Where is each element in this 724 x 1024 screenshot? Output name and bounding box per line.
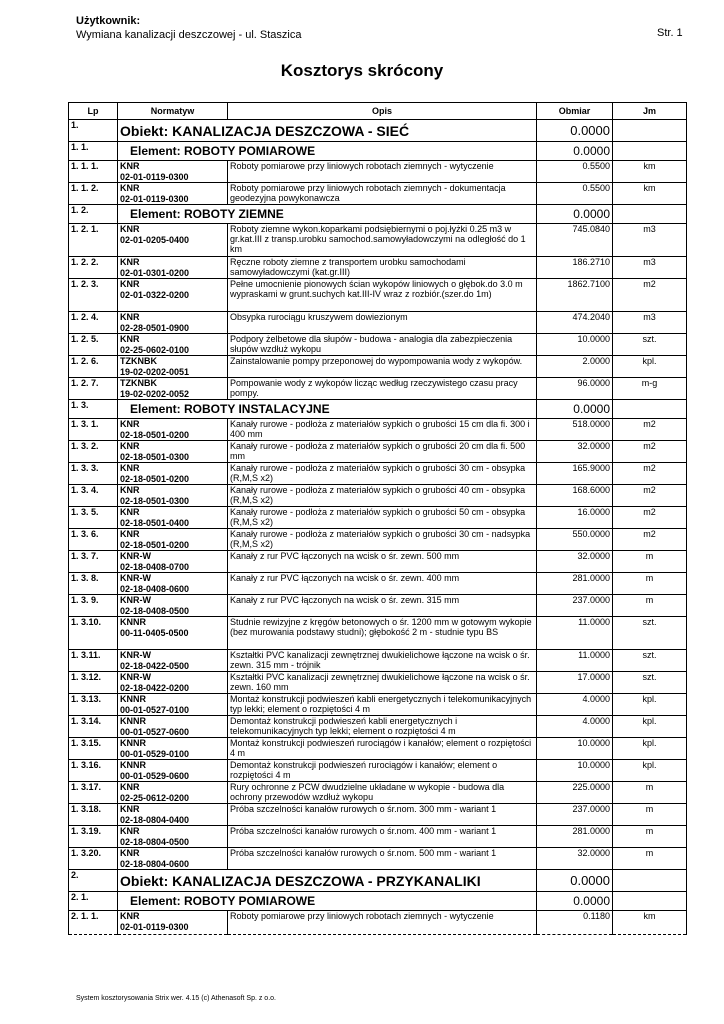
normatyw-code: 02-01-0205-0400 bbox=[120, 235, 190, 245]
row-normatyw bbox=[118, 911, 228, 935]
normatyw-code: 02-01-0322-0200 bbox=[120, 290, 190, 300]
row-normatyw bbox=[118, 224, 228, 257]
normatyw-catalog: TZKNBK bbox=[120, 356, 157, 366]
element-row bbox=[69, 142, 687, 161]
row-opis: Ręczne roboty ziemne z transportem urobku samochodami samowyładowczymi (kat.gr.III) bbox=[228, 257, 537, 279]
row-lp: 1. 3.11. bbox=[69, 650, 118, 672]
row-lp: 1. 3. 3. bbox=[69, 463, 118, 485]
table-row bbox=[69, 650, 687, 672]
row-jm: m3 bbox=[613, 224, 687, 257]
normatyw-catalog: KNR bbox=[120, 279, 140, 289]
row-opis: Montaż konstrukcji podwieszeń rurociągów i kanałów; element o rozpiętości 4 m bbox=[228, 738, 537, 760]
row-normatyw bbox=[118, 161, 228, 183]
row-opis: Roboty pomiarowe przy liniowych robotach ziemnych - dokumentacja geodezyjna powykonawcza bbox=[228, 183, 537, 205]
table-row bbox=[69, 312, 687, 334]
element-title: Element: ROBOTY POMIAROWE bbox=[118, 892, 537, 911]
normatyw-code: 02-28-0501-0900 bbox=[120, 323, 190, 333]
row-obmiar: 237.0000 bbox=[537, 804, 613, 826]
normatyw-code: 02-01-0119-0300 bbox=[120, 922, 189, 932]
row-jm: m bbox=[613, 804, 687, 826]
table-row bbox=[69, 224, 687, 257]
normatyw-catalog: KNR-W bbox=[120, 650, 151, 660]
row-jm: m bbox=[613, 573, 687, 595]
element-title: Element: ROBOTY POMIAROWE bbox=[118, 142, 537, 161]
row-lp: 1. 3. 2. bbox=[69, 441, 118, 463]
row-lp: 1. 1. 2. bbox=[69, 183, 118, 205]
row-obmiar: 186.2710 bbox=[537, 257, 613, 279]
row-lp: 1. 3.19. bbox=[69, 826, 118, 848]
normatyw-catalog: KNR bbox=[120, 312, 140, 322]
row-opis: Rury ochronne z PCW dwudzielne układane w wykopie - budowa dla ochrony przewodów wzdłuż wykopu bbox=[228, 782, 537, 804]
row-opis: Kanały z rur PVC łączonych na wcisk o śr. zewn. 315 mm bbox=[228, 595, 537, 617]
normatyw-code: 02-01-0119-0300 bbox=[120, 194, 189, 204]
table-row bbox=[69, 617, 687, 650]
normatyw-code: 00-01-0529-0100 bbox=[120, 749, 190, 759]
row-obmiar: 32.0000 bbox=[537, 441, 613, 463]
row-obmiar: 2.0000 bbox=[537, 356, 613, 378]
row-opis: Próba szczelności kanałów rurowych o śr.nom. 500 mm - wariant 1 bbox=[228, 848, 537, 870]
row-lp: 1. 3.20. bbox=[69, 848, 118, 870]
row-obmiar: 11.0000 bbox=[537, 650, 613, 672]
row-normatyw bbox=[118, 378, 228, 400]
row-lp: 1. 2. 5. bbox=[69, 334, 118, 356]
normatyw-code: 02-18-0408-0600 bbox=[120, 584, 190, 594]
table-header-row bbox=[69, 103, 687, 120]
row-normatyw bbox=[118, 573, 228, 595]
row-obmiar: 550.0000 bbox=[537, 529, 613, 551]
normatyw-code: 02-18-0501-0400 bbox=[120, 518, 190, 528]
normatyw-code: 02-18-0408-0500 bbox=[120, 606, 190, 616]
row-opis: Roboty ziemne wykon.koparkami podsiębiernymi o poj.łyżki 0.25 m3 w gr.kat.III z transp.urobku samochod.samowyładowczymi na odległość do 1 km bbox=[228, 224, 537, 257]
row-opis: Kanały rurowe - podłoża z materiałów sypkich o grubości 30 cm - nadsypka (R,M,S x2) bbox=[228, 529, 537, 551]
table-row bbox=[69, 672, 687, 694]
table-row bbox=[69, 826, 687, 848]
row-lp: 1. 3. 6. bbox=[69, 529, 118, 551]
table-row bbox=[69, 573, 687, 595]
row-obmiar: 518.0000 bbox=[537, 419, 613, 441]
normatyw-catalog: KNR-W bbox=[120, 573, 151, 583]
row-jm: kpl. bbox=[613, 694, 687, 716]
row-normatyw bbox=[118, 463, 228, 485]
row-jm: kpl. bbox=[613, 716, 687, 738]
row-obmiar: 10.0000 bbox=[537, 738, 613, 760]
row-normatyw bbox=[118, 312, 228, 334]
table-row bbox=[69, 911, 687, 935]
normatyw-catalog: KNR bbox=[120, 161, 140, 171]
row-normatyw bbox=[118, 485, 228, 507]
normatyw-catalog: TZKNBK bbox=[120, 378, 157, 388]
row-jm: m bbox=[613, 848, 687, 870]
normatyw-code: 02-18-0501-0200 bbox=[120, 430, 190, 440]
row-lp: 1. 3. 7. bbox=[69, 551, 118, 573]
table-row bbox=[69, 183, 687, 205]
table-row bbox=[69, 551, 687, 573]
row-lp: 1. 3.16. bbox=[69, 760, 118, 782]
row-obmiar: 0.0000 bbox=[537, 870, 613, 892]
object-row bbox=[69, 120, 687, 142]
normatyw-catalog: KNR bbox=[120, 334, 140, 344]
normatyw-code: 00-01-0529-0600 bbox=[120, 771, 190, 781]
row-opis: Kanały rurowe - podłoża z materiałów sypkich o grubości 20 cm dla fi. 500 mm bbox=[228, 441, 537, 463]
row-jm: kpl. bbox=[613, 738, 687, 760]
normatyw-code: 00-01-0527-0600 bbox=[120, 727, 190, 737]
normatyw-code: 02-25-0602-0100 bbox=[120, 345, 190, 355]
row-normatyw bbox=[118, 672, 228, 694]
table-row bbox=[69, 279, 687, 312]
row-normatyw bbox=[118, 551, 228, 573]
column-header-opis: Opis bbox=[228, 103, 537, 120]
row-opis: Montaż konstrukcji podwieszeń kabli energetycznych i telekomunikacyjnych typ lekki; element o rozpiętości 4 m bbox=[228, 694, 537, 716]
row-obmiar: 32.0000 bbox=[537, 551, 613, 573]
row-jm: km bbox=[613, 161, 687, 183]
row-obmiar: 745.0840 bbox=[537, 224, 613, 257]
row-normatyw bbox=[118, 650, 228, 672]
row-jm: szt. bbox=[613, 650, 687, 672]
row-obmiar: 0.1180 bbox=[537, 911, 613, 935]
row-lp: 2. 1. 1. bbox=[69, 911, 118, 935]
normatyw-code: 02-18-0501-0300 bbox=[120, 496, 190, 506]
row-normatyw bbox=[118, 782, 228, 804]
element-row bbox=[69, 205, 687, 224]
row-jm: m2 bbox=[613, 529, 687, 551]
row-opis: Kanały rurowe - podłoża z materiałów sypkich o grubości 30 cm - obsypka (R,M,S x2) bbox=[228, 463, 537, 485]
row-normatyw bbox=[118, 183, 228, 205]
row-lp: 1. 3.13. bbox=[69, 694, 118, 716]
row-obmiar: 0.0000 bbox=[537, 400, 613, 419]
row-lp: 1. 2. 2. bbox=[69, 257, 118, 279]
normatyw-catalog: KNR bbox=[120, 848, 140, 858]
normatyw-code: 02-01-0301-0200 bbox=[120, 268, 190, 278]
row-obmiar: 0.0000 bbox=[537, 892, 613, 911]
normatyw-catalog: KNR-W bbox=[120, 595, 151, 605]
row-lp: 2. bbox=[69, 870, 118, 892]
table-row bbox=[69, 419, 687, 441]
normatyw-catalog: KNR bbox=[120, 782, 140, 792]
row-obmiar: 281.0000 bbox=[537, 573, 613, 595]
row-opis: Pompowanie wody z wykopów licząc według rzeczywistego czasu pracy pompy. bbox=[228, 378, 537, 400]
table-row bbox=[69, 356, 687, 378]
table-row bbox=[69, 529, 687, 551]
row-opis: Próba szczelności kanałów rurowych o śr.nom. 400 mm - wariant 1 bbox=[228, 826, 537, 848]
row-jm: m bbox=[613, 551, 687, 573]
row-opis: Kanały rurowe - podłoża z materiałów sypkich o grubości 50 cm - obsypka (R,M,S x2) bbox=[228, 507, 537, 529]
normatyw-code: 02-18-0408-0700 bbox=[120, 562, 190, 572]
table-row bbox=[69, 760, 687, 782]
table-row bbox=[69, 782, 687, 804]
normatyw-code: 02-18-0422-0500 bbox=[120, 661, 190, 671]
row-jm: m2 bbox=[613, 463, 687, 485]
column-header-normatyw: Normatyw bbox=[118, 103, 228, 120]
row-lp: 1. 3. 9. bbox=[69, 595, 118, 617]
row-obmiar: 32.0000 bbox=[537, 848, 613, 870]
table-row bbox=[69, 694, 687, 716]
table-row bbox=[69, 161, 687, 183]
row-opis: Kanały rurowe - podłoża z materiałów sypkich o grubości 15 cm dla fi. 300 i 400 mm bbox=[228, 419, 537, 441]
row-opis: Próba szczelności kanałów rurowych o śr.nom. 300 mm - wariant 1 bbox=[228, 804, 537, 826]
row-lp: 1. 3.14. bbox=[69, 716, 118, 738]
row-jm: m2 bbox=[613, 279, 687, 312]
row-obmiar: 16.0000 bbox=[537, 507, 613, 529]
normatyw-catalog: KNR bbox=[120, 441, 140, 451]
row-normatyw bbox=[118, 760, 228, 782]
table-row bbox=[69, 848, 687, 870]
row-jm: szt. bbox=[613, 334, 687, 356]
row-obmiar: 0.5500 bbox=[537, 161, 613, 183]
row-jm: m2 bbox=[613, 485, 687, 507]
row-opis: Demontaż konstrukcji podwieszeń rurociągów i kanałów; element o rozpiętości 4 m bbox=[228, 760, 537, 782]
row-lp: 1. 3.18. bbox=[69, 804, 118, 826]
normatyw-code: 02-25-0612-0200 bbox=[120, 793, 190, 803]
row-normatyw bbox=[118, 617, 228, 650]
row-jm: m2 bbox=[613, 419, 687, 441]
table-row bbox=[69, 716, 687, 738]
row-normatyw bbox=[118, 716, 228, 738]
normatyw-catalog: KNNR bbox=[120, 617, 146, 627]
page-number: Str. 1 bbox=[657, 27, 683, 39]
normatyw-catalog: KNNR bbox=[120, 694, 146, 704]
normatyw-catalog: KNR bbox=[120, 419, 140, 429]
row-lp: 1. 2. 1. bbox=[69, 224, 118, 257]
normatyw-catalog: KNR bbox=[120, 804, 140, 814]
row-obmiar: 10.0000 bbox=[537, 334, 613, 356]
row-opis: Kształtki PVC kanalizacji zewnętrznej dwukielichowe łączone na wcisk o śr. zewn. 160 mm bbox=[228, 672, 537, 694]
normatyw-catalog: KNNR bbox=[120, 760, 146, 770]
row-obmiar: 1862.7100 bbox=[537, 279, 613, 312]
element-row bbox=[69, 892, 687, 911]
row-opis: Zainstalowanie pompy przeponowej do wypompowania wody z wykopów. bbox=[228, 356, 537, 378]
row-jm: m3 bbox=[613, 312, 687, 334]
table-row bbox=[69, 804, 687, 826]
normatyw-catalog: KNNR bbox=[120, 738, 146, 748]
row-opis: Kanały rurowe - podłoża z materiałów sypkich o grubości 40 cm - obsypka (R,M,S x2) bbox=[228, 485, 537, 507]
normatyw-catalog: KNR bbox=[120, 463, 140, 473]
row-jm: szt. bbox=[613, 617, 687, 650]
normatyw-code: 02-18-0804-0500 bbox=[120, 837, 190, 847]
row-obmiar: 0.5500 bbox=[537, 183, 613, 205]
normatyw-catalog: KNR-W bbox=[120, 672, 151, 682]
normatyw-code: 02-01-0119-0300 bbox=[120, 172, 189, 182]
user-value: Wymiana kanalizacji deszczowej - ul. Staszica bbox=[76, 29, 302, 41]
row-opis: Studnie rewizyjne z kręgów betonowych o śr. 1200 mm w gotowym wykopie (bez murowania podstawy studni); głębokość 2 m - studnie typu BS bbox=[228, 617, 537, 650]
document-title: Kosztorys skrócony bbox=[280, 61, 444, 80]
row-lp: 2. 1. bbox=[69, 892, 118, 911]
normatyw-catalog: KNR bbox=[120, 485, 140, 495]
row-obmiar: 281.0000 bbox=[537, 826, 613, 848]
row-jm bbox=[613, 870, 687, 892]
column-header-obmiar: Obmiar bbox=[537, 103, 613, 120]
row-lp: 1. 1. bbox=[69, 142, 118, 161]
table-row bbox=[69, 463, 687, 485]
row-opis: Kanały z rur PVC łączonych na wcisk o śr. zewn. 400 mm bbox=[228, 573, 537, 595]
row-jm: km bbox=[613, 911, 687, 935]
column-header-jm: Jm bbox=[613, 103, 687, 120]
normatyw-catalog: KNNR bbox=[120, 716, 146, 726]
row-normatyw bbox=[118, 738, 228, 760]
row-jm: m bbox=[613, 826, 687, 848]
row-jm bbox=[613, 400, 687, 419]
row-lp: 1. 3.17. bbox=[69, 782, 118, 804]
row-opis: Roboty pomiarowe przy liniowych robotach ziemnych - wytyczenie bbox=[228, 161, 537, 183]
row-obmiar: 96.0000 bbox=[537, 378, 613, 400]
normatyw-catalog: KNR bbox=[120, 183, 140, 193]
row-obmiar: 0.0000 bbox=[537, 120, 613, 142]
table-body bbox=[69, 120, 687, 935]
row-normatyw bbox=[118, 257, 228, 279]
row-jm bbox=[613, 142, 687, 161]
row-lp: 1. 2. 6. bbox=[69, 356, 118, 378]
row-lp: 1. 3. bbox=[69, 400, 118, 419]
row-lp: 1. 3.12. bbox=[69, 672, 118, 694]
normatyw-code: 02-18-0422-0200 bbox=[120, 683, 190, 693]
row-obmiar: 474.2040 bbox=[537, 312, 613, 334]
row-obmiar: 168.6000 bbox=[537, 485, 613, 507]
row-lp: 1. 2. 7. bbox=[69, 378, 118, 400]
row-lp: 1. 2. 3. bbox=[69, 279, 118, 312]
row-lp: 1. 2. 4. bbox=[69, 312, 118, 334]
row-obmiar: 4.0000 bbox=[537, 694, 613, 716]
user-label: Użytkownik: bbox=[76, 15, 141, 27]
row-jm: m-g bbox=[613, 378, 687, 400]
footer-text: System kosztorysowania Strix wer. 4.15 (c) Athenasoft Sp. z o.o. bbox=[76, 995, 276, 1002]
row-jm bbox=[613, 892, 687, 911]
row-lp: 1. 3. 1. bbox=[69, 419, 118, 441]
row-jm: m bbox=[613, 595, 687, 617]
row-jm: szt. bbox=[613, 672, 687, 694]
row-jm: m bbox=[613, 782, 687, 804]
normatyw-code: 02-18-0804-0400 bbox=[120, 815, 190, 825]
row-normatyw bbox=[118, 507, 228, 529]
row-obmiar: 0.0000 bbox=[537, 142, 613, 161]
normatyw-code: 19-02-0202-0052 bbox=[120, 389, 190, 399]
row-opis: Demontaż konstrukcji podwieszeń kabli energetycznych i telekomunikacyjnych typ lekki; element o rozpiętości 4 m bbox=[228, 716, 537, 738]
object-title: Obiekt: KANALIZACJA DESZCZOWA - PRZYKANALIKI bbox=[118, 870, 537, 892]
row-lp: 1. 2. bbox=[69, 205, 118, 224]
row-opis: Pełne umocnienie pionowych ścian wykopów liniowych o głębok.do 3.0 m wypraskami w grunt.suchych kat.III-IV wraz z rozbiór.(szer.do 1m) bbox=[228, 279, 537, 312]
row-opis: Kształtki PVC kanalizacji zewnętrznej dwukielichowe łączone na wcisk o śr. zewn. 315 mm - trójnik bbox=[228, 650, 537, 672]
normatyw-catalog: KNR bbox=[120, 826, 140, 836]
row-lp: 1. 1. 1. bbox=[69, 161, 118, 183]
normatyw-code: 00-01-0527-0100 bbox=[120, 705, 190, 715]
row-opis: Obsypka rurociągu kruszywem dowiezionym bbox=[228, 312, 537, 334]
row-lp: 1. 3. 8. bbox=[69, 573, 118, 595]
table-row bbox=[69, 507, 687, 529]
cost-estimate-table bbox=[68, 102, 687, 935]
row-lp: 1. 3. 5. bbox=[69, 507, 118, 529]
row-normatyw bbox=[118, 694, 228, 716]
row-opis: Podpory żelbetowe dla słupów - budowa - analogia dla zabezpieczenia słupów wzdłuż wykopu bbox=[228, 334, 537, 356]
row-normatyw bbox=[118, 804, 228, 826]
row-normatyw bbox=[118, 848, 228, 870]
row-jm: m3 bbox=[613, 257, 687, 279]
normatyw-code: 02-18-0501-0200 bbox=[120, 474, 190, 484]
row-normatyw bbox=[118, 826, 228, 848]
row-lp: 1. 3.10. bbox=[69, 617, 118, 650]
row-normatyw bbox=[118, 529, 228, 551]
element-row bbox=[69, 400, 687, 419]
row-opis: Kanały z rur PVC łączonych na wcisk o śr. zewn. 500 mm bbox=[228, 551, 537, 573]
normatyw-code: 02-18-0501-0200 bbox=[120, 540, 190, 550]
normatyw-catalog: KNR bbox=[120, 224, 140, 234]
column-header-lp: Lp bbox=[69, 103, 118, 120]
normatyw-catalog: KNR bbox=[120, 507, 140, 517]
object-row bbox=[69, 870, 687, 892]
table-row bbox=[69, 485, 687, 507]
row-jm: kpl. bbox=[613, 760, 687, 782]
normatyw-catalog: KNR bbox=[120, 529, 140, 539]
table-row bbox=[69, 595, 687, 617]
table-row bbox=[69, 441, 687, 463]
row-jm bbox=[613, 205, 687, 224]
element-title: Element: ROBOTY INSTALACYJNE bbox=[118, 400, 537, 419]
row-normatyw bbox=[118, 595, 228, 617]
normatyw-code: 02-18-0804-0600 bbox=[120, 859, 190, 869]
normatyw-catalog: KNR bbox=[120, 257, 140, 267]
row-jm: m2 bbox=[613, 507, 687, 529]
row-obmiar: 4.0000 bbox=[537, 716, 613, 738]
row-lp: 1. 3. 4. bbox=[69, 485, 118, 507]
row-lp: 1. 3.15. bbox=[69, 738, 118, 760]
row-obmiar: 10.0000 bbox=[537, 760, 613, 782]
element-title: Element: ROBOTY ZIEMNE bbox=[118, 205, 537, 224]
row-lp: 1. bbox=[69, 120, 118, 142]
row-obmiar: 0.0000 bbox=[537, 205, 613, 224]
normatyw-code: 19-02-0202-0051 bbox=[120, 367, 190, 377]
row-normatyw bbox=[118, 279, 228, 312]
row-obmiar: 165.9000 bbox=[537, 463, 613, 485]
normatyw-code: 00-11-0405-0500 bbox=[120, 628, 189, 638]
row-obmiar: 237.0000 bbox=[537, 595, 613, 617]
row-normatyw bbox=[118, 419, 228, 441]
row-opis: Roboty pomiarowe przy liniowych robotach ziemnych - wytyczenie bbox=[228, 911, 537, 935]
normatyw-catalog: KNR-W bbox=[120, 551, 151, 561]
row-normatyw bbox=[118, 441, 228, 463]
row-normatyw bbox=[118, 334, 228, 356]
row-jm bbox=[613, 120, 687, 142]
table-row bbox=[69, 257, 687, 279]
row-jm: km bbox=[613, 183, 687, 205]
row-jm: kpl. bbox=[613, 356, 687, 378]
row-obmiar: 225.0000 bbox=[537, 782, 613, 804]
row-jm: m2 bbox=[613, 441, 687, 463]
row-obmiar: 17.0000 bbox=[537, 672, 613, 694]
normatyw-code: 02-18-0501-0300 bbox=[120, 452, 190, 462]
table-row bbox=[69, 334, 687, 356]
row-normatyw bbox=[118, 356, 228, 378]
row-obmiar: 11.0000 bbox=[537, 617, 613, 650]
table-row bbox=[69, 378, 687, 400]
object-title: Obiekt: KANALIZACJA DESZCZOWA - SIEĆ bbox=[118, 120, 537, 142]
normatyw-catalog: KNR bbox=[120, 911, 140, 921]
table-row bbox=[69, 738, 687, 760]
